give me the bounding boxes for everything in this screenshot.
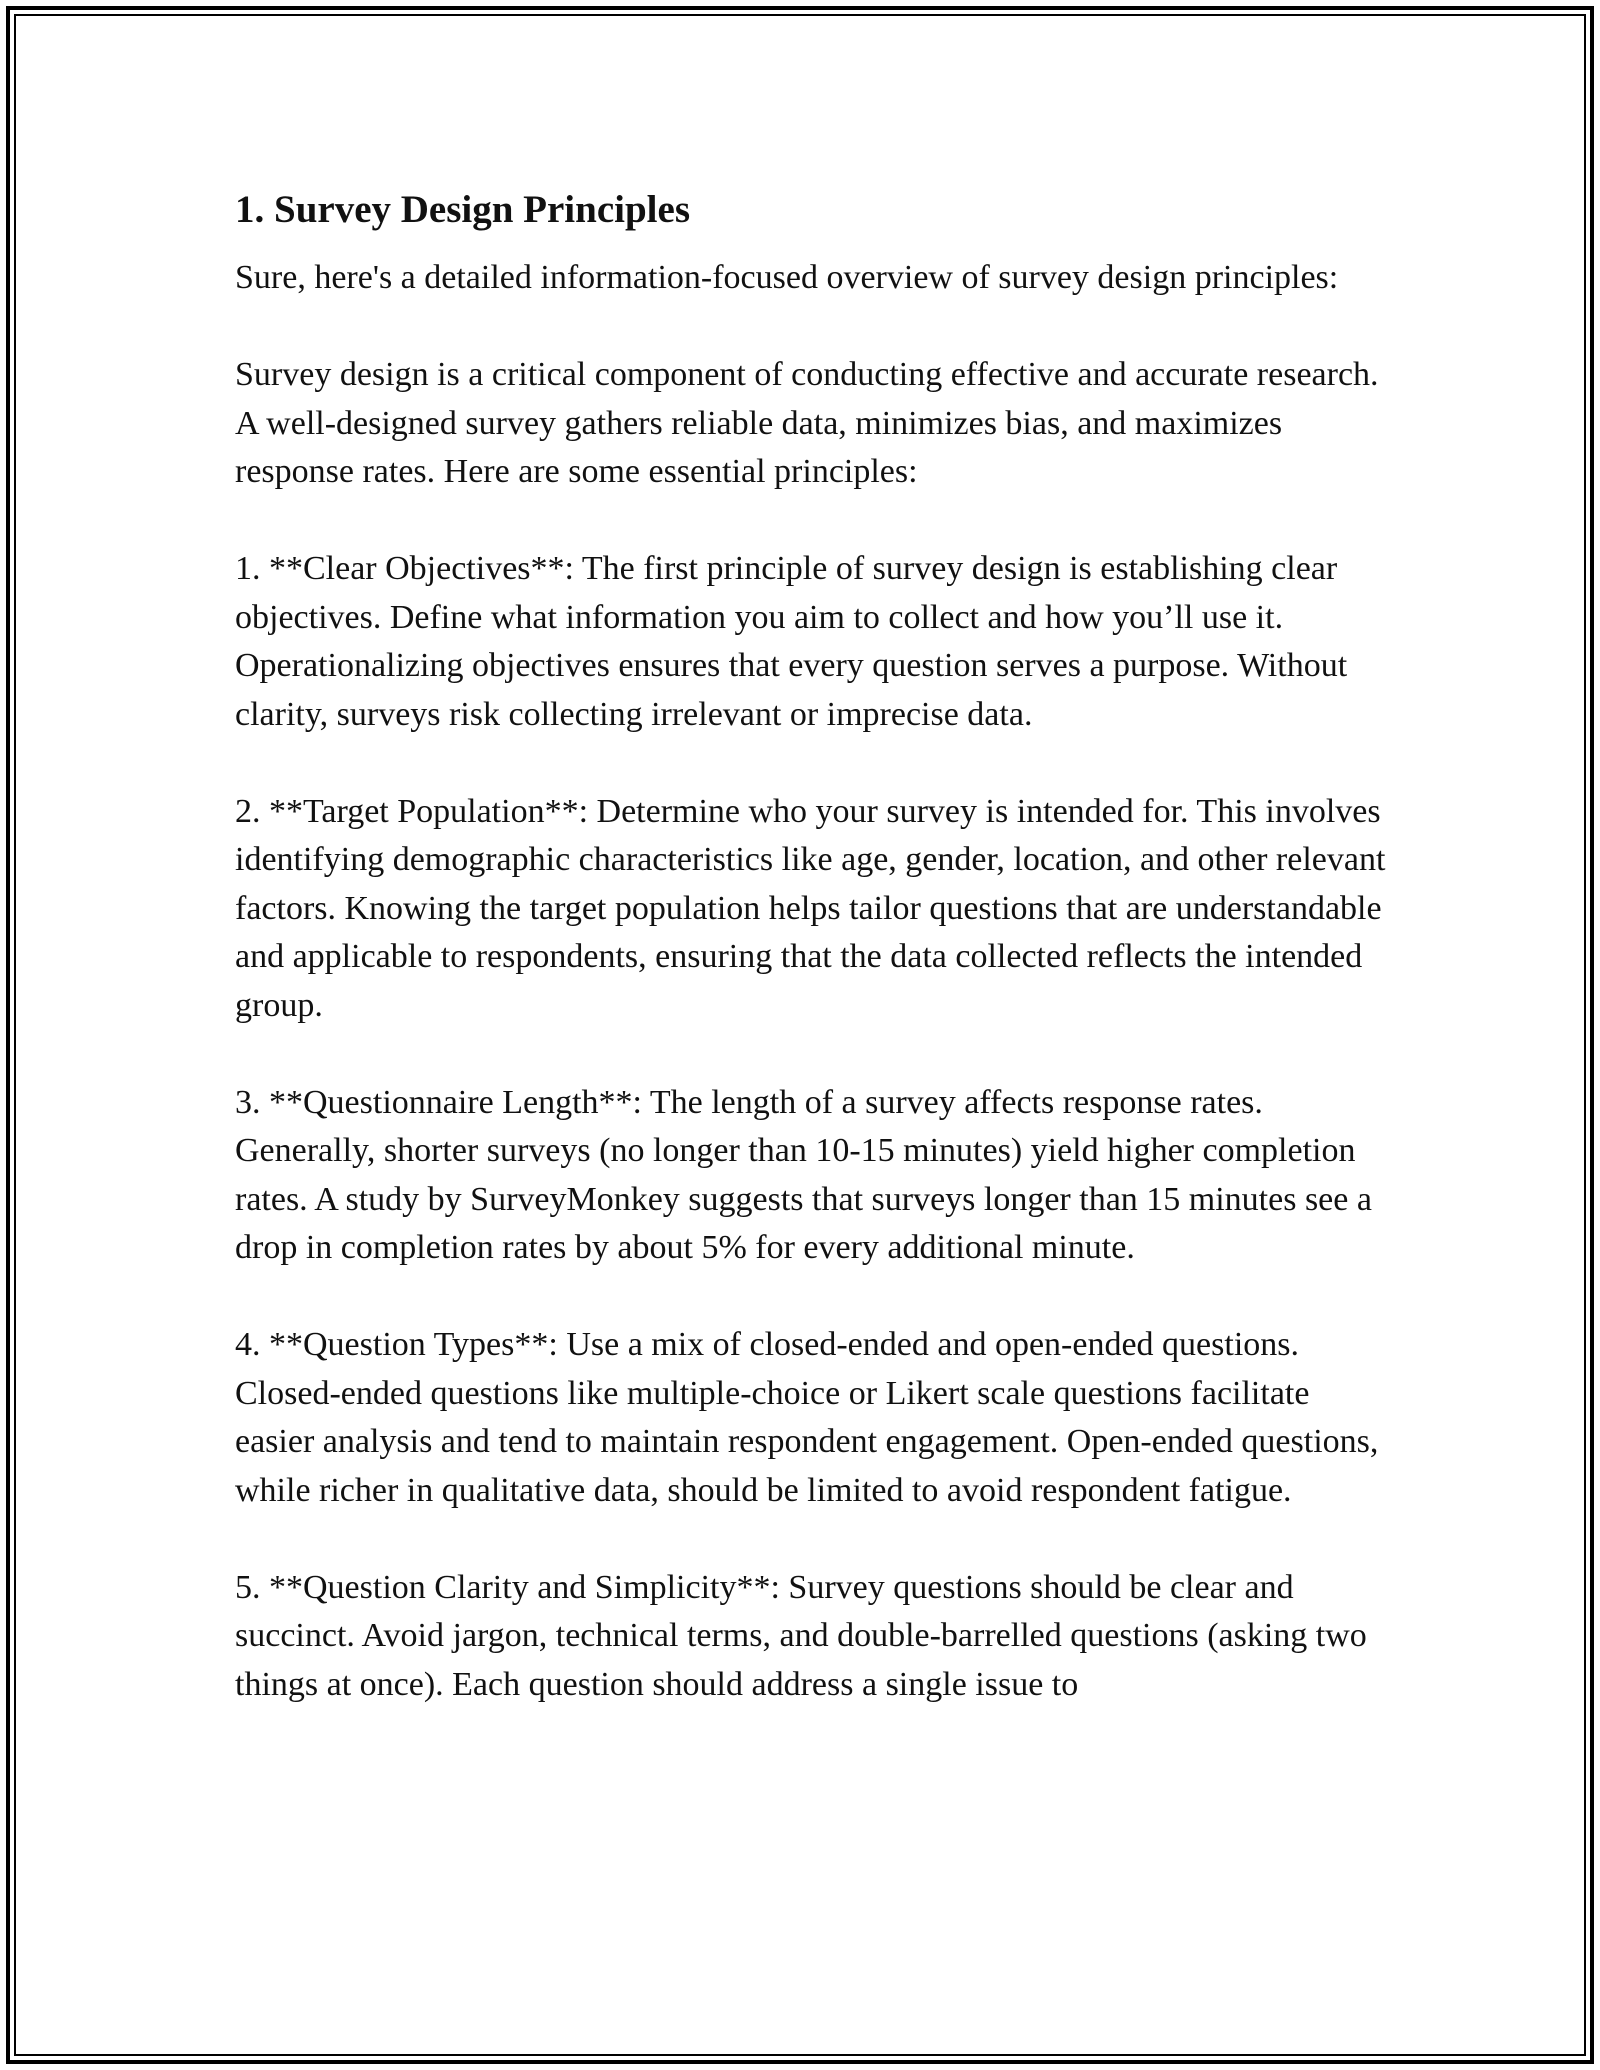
section-heading: 1. Survey Design Principles bbox=[235, 188, 690, 231]
principle-target-population: 2. **Target Population**: Determine who your survey is intended for. This involves identifying demographic characteristics like age, gender, location, and other relevant factors. Knowing the target population helps tailor questions that are understandable and applicable to respondents, ensuring that the data collected reflects the intended group. bbox=[235, 792, 1386, 1024]
principle-questionnaire-length: 3. **Questionnaire Length**: The length of a survey affects response rates. Generally, shorter surveys (no longer than 10-15 minutes) yield higher completion rates. A study by SurveyMonkey suggests that surveys longer than 15 minutes see a drop in completion rates by about 5% for every additional minute. bbox=[235, 1083, 1372, 1266]
principle-clear-objectives: 1. **Clear Objectives**: The first principle of survey design is establishing clear objectives. Define what information you aim to collect and how you’ll use it. Operationalizing objectives ensures that every question serves a purpose. Without clarity, surveys risk collecting irrelevant or imprecise data. bbox=[235, 550, 1348, 733]
principle-question-types: 4. **Question Types**: Use a mix of closed-ended and open-ended questions. Closed-ended questions like multiple-choice or Likert scale questions facilitate easier analysis and tend to maintain respondent engagement. Open-ended questions, while richer in qualitative data, should be limited to avoid respondent fatigue. bbox=[235, 1326, 1379, 1509]
principle-question-clarity: 5. **Question Clarity and Simplicity**: Survey questions should be clear and succinct. Avoid jargon, technical terms, and double-barrelled questions (asking two things at once). Each question should address a single issue to bbox=[235, 1568, 1367, 1703]
document-body bbox=[235, 186, 1390, 1758]
intro-paragraph: Sure, here's a detailed information-focused overview of survey design principles: bbox=[235, 259, 1339, 296]
overview-paragraph: Survey design is a critical component of conducting effective and accurate research. A well-designed survey gathers reliable data, minimizes bias, and maximizes response rates. Here are some essential principles: bbox=[235, 356, 1379, 490]
